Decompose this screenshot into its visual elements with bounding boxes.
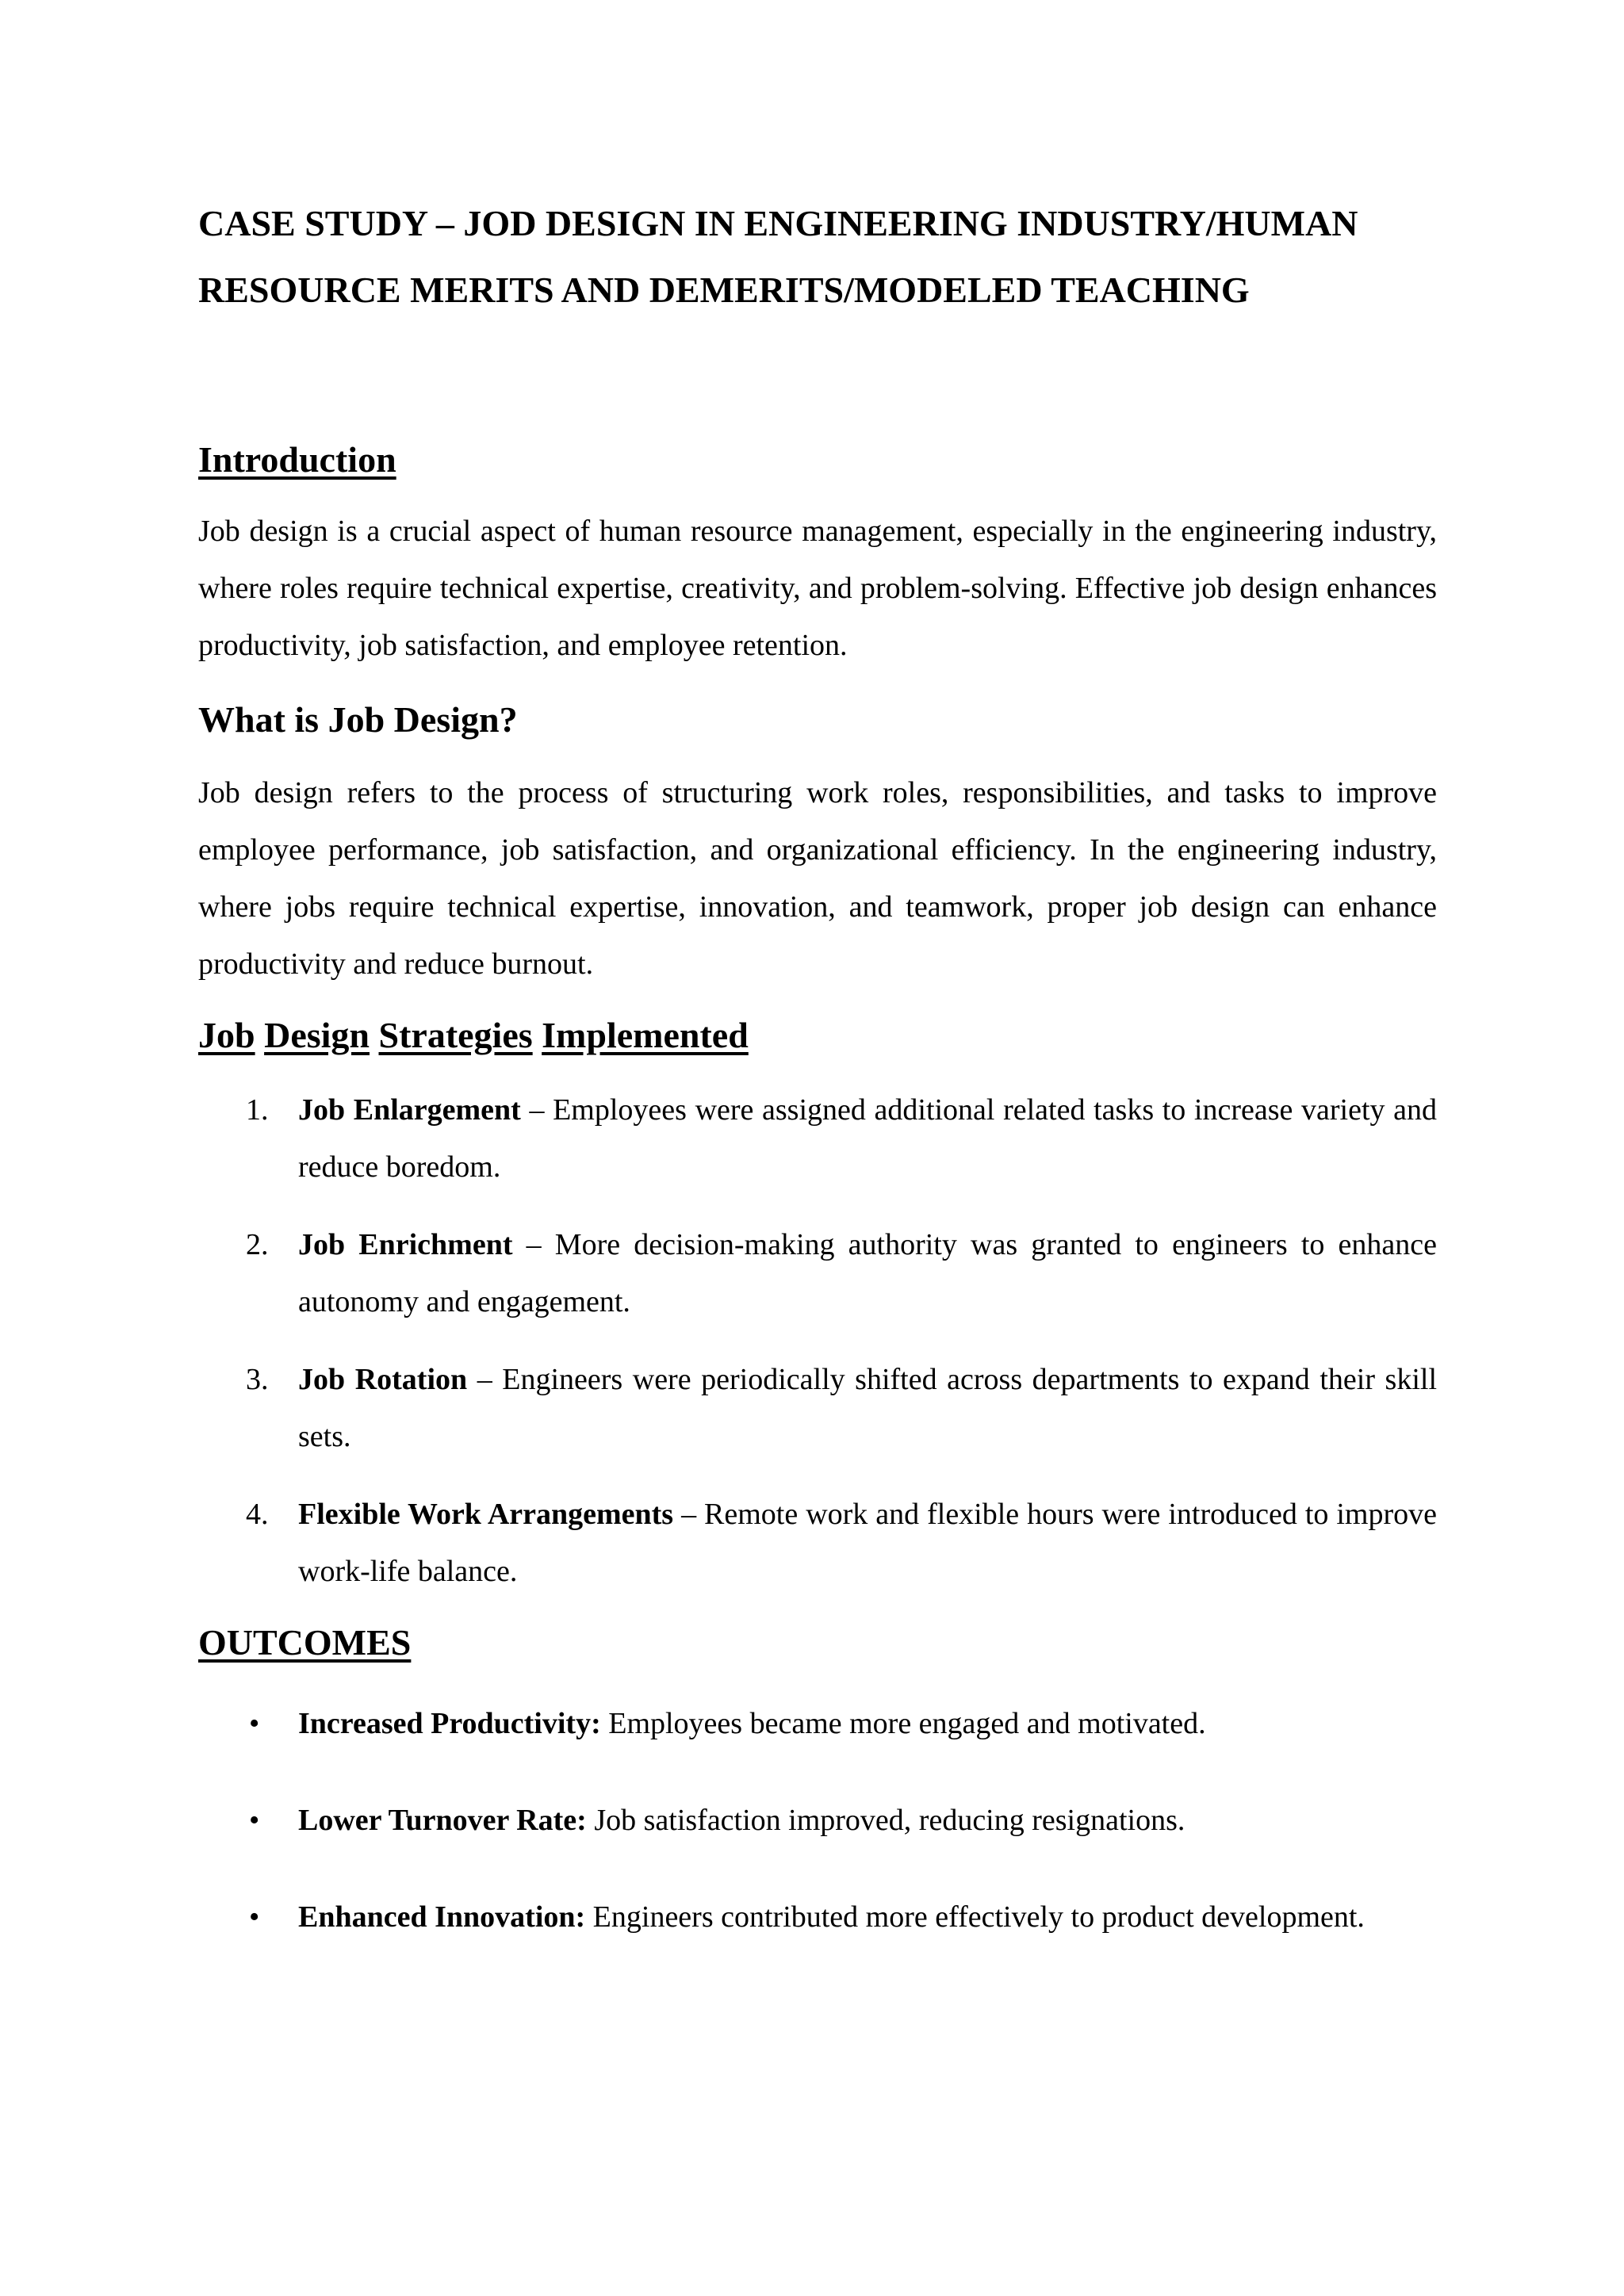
list-item [198, 1782, 1437, 1858]
strategies-heading [198, 1012, 1437, 1059]
what-is-job-design-heading: What is Job Design? [198, 699, 518, 740]
list-item [198, 1216, 1437, 1330]
document-title [198, 190, 1437, 323]
strategies-heading-word: Implemented [542, 1015, 749, 1055]
title-line-1: CASE STUDY – JOD DESIGN IN ENGINEERING INDUSTRY/HUMAN [198, 203, 1358, 243]
strategy-term: Flexible Work Arrangements [298, 1498, 674, 1531]
outcomes-heading: OUTCOMES [198, 1622, 412, 1663]
outcome-description: Engineers contributed more effectively to product development. [585, 1900, 1365, 1934]
list-number: 2. [246, 1228, 269, 1261]
introduction-heading: Introduction [198, 439, 396, 480]
list-number: 1. [246, 1093, 269, 1127]
introduction-paragraph: Job design is a crucial aspect of human resource management, especially in the engineering industry, where roles require technical expertise, creativity, and problem-solving. Effective job design enhances productivity, job satisfaction, and employee retention. [198, 515, 1437, 662]
bullet-icon: • [249, 1804, 260, 1837]
title-line-2: RESOURCE MERITS AND DEMERITS/MODELED TEACHING [198, 270, 1250, 310]
list-number: 4. [246, 1498, 269, 1531]
strategy-term: Job Rotation [298, 1363, 468, 1396]
strategy-description: – Engineers were periodically shifted across departments to expand their skill sets. [298, 1363, 1438, 1453]
outcome-description: Job satisfaction improved, reducing resignations. [586, 1804, 1185, 1837]
list-item [198, 1686, 1437, 1762]
outcome-term: Increased Productivity: [298, 1707, 601, 1740]
list-item [198, 1486, 1437, 1600]
outcome-description: Employees became more engaged and motivated. [600, 1707, 1206, 1740]
list-item [198, 1081, 1437, 1196]
strategies-heading-word: Design [264, 1015, 370, 1055]
what-is-job-design-paragraph: Job design refers to the process of structuring work roles, responsibilities, and tasks to improve employee performance, job satisfaction, and organizational efficiency. In the engineering industry, where jobs require technical expertise, innovation, and teamwork, proper job design can enhance productivity and reduce burnout. [198, 776, 1437, 981]
bullet-icon: • [249, 1900, 260, 1934]
strategy-description: – More decision-making authority was granted to engineers to enhance autonomy and engagement. [298, 1228, 1437, 1318]
strategies-heading-word: Job [198, 1015, 255, 1055]
strategies-heading-word: Strategies [378, 1015, 533, 1055]
strategy-description: – Employees were assigned additional related tasks to increase variety and reduce boredom. [298, 1093, 1437, 1184]
document-page [198, 190, 1437, 1955]
outcome-term: Enhanced Innovation: [298, 1900, 586, 1934]
list-item [198, 1351, 1437, 1465]
list-number: 3. [246, 1363, 269, 1396]
outcome-term: Lower Turnover Rate: [298, 1804, 587, 1837]
bullet-icon: • [249, 1707, 260, 1740]
strategy-description: – Remote work and flexible hours were introduced to improve work-life balance. [298, 1498, 1437, 1588]
outcomes-list [198, 1686, 1437, 1955]
list-item [198, 1879, 1437, 1955]
strategies-list [198, 1081, 1437, 1600]
strategy-term: Job Enlargement [298, 1093, 521, 1127]
strategy-term: Job Enrichment [298, 1228, 513, 1261]
